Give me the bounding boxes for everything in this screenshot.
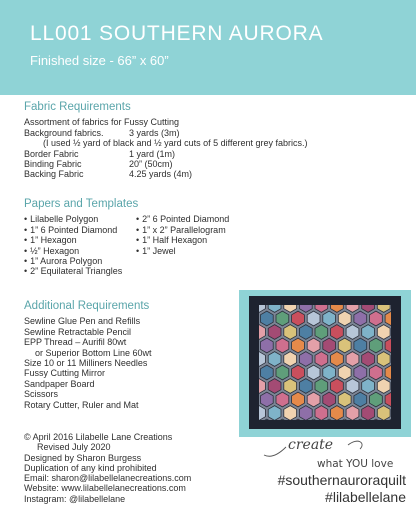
- quilt-hexagon: [377, 379, 390, 394]
- quilt-hexagon: [260, 365, 273, 380]
- quilt-hexagon: [354, 392, 367, 407]
- quilt-hexagon: [292, 365, 305, 380]
- quilt-hexagon: [377, 352, 390, 367]
- quilt-hexagon: [346, 352, 359, 367]
- quilt-hexagon: [299, 379, 312, 394]
- quilt-hexagon: [338, 311, 351, 326]
- quilt-illustration: [249, 296, 401, 429]
- quilt-hexagon: [268, 325, 281, 340]
- quilt-photo-frame: [239, 290, 411, 437]
- finished-size: Finished size - 66” x 60”: [30, 53, 169, 68]
- requirement-item: Sewline Retractable Pencil: [24, 326, 132, 337]
- quilt-hexagon: [276, 311, 289, 326]
- swirl-decoration: [264, 447, 286, 456]
- quilt-hexagon: [323, 392, 336, 407]
- fabric-row-background: [24, 128, 307, 138]
- quilt-hexagon: [354, 365, 367, 380]
- fabric-row: [24, 169, 307, 179]
- quilt-hexagon: [292, 392, 305, 407]
- quilt-hexagon: [338, 392, 351, 407]
- slogan-word-create: create: [288, 437, 334, 453]
- papers-templates: [24, 199, 229, 277]
- quilt-hexagon: [284, 379, 297, 394]
- template-item: • 1” Half Hexagon: [136, 235, 229, 245]
- quilt-hexagon: [331, 325, 344, 340]
- quilt-hexagon: [331, 406, 344, 421]
- requirement-item: Sandpaper Board: [24, 378, 95, 389]
- quilt-hexagon: [276, 365, 289, 380]
- fabric-row: [24, 159, 307, 169]
- papers-columns: [24, 214, 229, 276]
- requirement-item: or Superior Bottom Line 60wt: [35, 347, 152, 358]
- quilt-hexagon: [338, 365, 351, 380]
- quilt-hexagon: [268, 352, 281, 367]
- quilt-hexagon: [323, 311, 336, 326]
- revised-line: Revised July 2020: [37, 442, 111, 453]
- quilt-hexagon: [299, 352, 312, 367]
- quilt-hexagon: [377, 406, 390, 421]
- fabric-requirements: [24, 102, 307, 180]
- papers-heading: Papers and Templates: [24, 198, 139, 210]
- template-item: • 2” 6 Pointed Diamond: [136, 214, 229, 224]
- credits: [24, 432, 191, 504]
- quilt-hexagon: [307, 338, 320, 353]
- requirement-item: Scissors: [24, 389, 59, 400]
- fabric-heading: Fabric Requirements: [24, 101, 131, 113]
- template-item: • 1” Jewel: [136, 246, 229, 256]
- header-banner: [0, 0, 416, 95]
- hashtag-quilt: #southernauroraquilt: [277, 472, 406, 488]
- quilt-hexagon: [260, 392, 273, 407]
- quilt-hexagon: [268, 406, 281, 421]
- quilt-hexagon: [315, 379, 328, 394]
- fabric-label: Border Fabric: [24, 148, 79, 159]
- requirement-item: Rotary Cutter, Ruler and Mat: [24, 399, 139, 410]
- quilt-hexagon: [307, 392, 320, 407]
- fabric-value: 20” (50cm): [129, 159, 173, 170]
- papers-column-1: [24, 214, 136, 276]
- template-item: • 1” Hexagon: [24, 235, 136, 245]
- quilt-hexagon: [315, 406, 328, 421]
- quilt-hexagon: [354, 311, 367, 326]
- template-item: • 2” Equilateral Triangles: [24, 266, 136, 276]
- quilt-hexagon: [315, 352, 328, 367]
- quilt-hexagon: [260, 338, 273, 353]
- hashtag-brand: #lilabellelane: [325, 489, 406, 505]
- swirl-decoration: [348, 441, 362, 449]
- quilt-hexagon: [276, 338, 289, 353]
- requirement-item: Fussy Cutting Mirror: [24, 368, 106, 379]
- quilt-hexagon: [370, 365, 383, 380]
- quilt-hexagon: [284, 352, 297, 367]
- fabric-background-note: (I used ½ yard of black and ½ yard cuts of 5 different grey fabrics.): [43, 138, 308, 149]
- quilt-hexagon: [362, 325, 375, 340]
- quilt-hexagon: [284, 325, 297, 340]
- copyright-line: © April 2016 Lilabelle Lane Creations: [24, 432, 173, 442]
- quilt-hexagon: [362, 406, 375, 421]
- quilt-hexagon: [362, 379, 375, 394]
- fabric-value: 4.25 yards (4m): [129, 169, 193, 180]
- fabric-label: Background fabrics.: [24, 127, 104, 138]
- quilt-hexagon: [299, 325, 312, 340]
- quilt-hexagon: [338, 338, 351, 353]
- pattern-title: LL001 SOUTHERN AURORA: [30, 22, 324, 45]
- duplication-line: Duplication of any kind prohibited: [24, 462, 157, 473]
- quilt-hexagon: [307, 365, 320, 380]
- email-line[interactable]: Email: sharon@lilabellelanecreations.com: [24, 473, 192, 484]
- quilt-hexagon: [370, 338, 383, 353]
- template-item: • 1” Aurora Polygon: [24, 256, 136, 266]
- quilt-hexagon: [299, 406, 312, 421]
- quilt-hexagon: [292, 338, 305, 353]
- quilt-hexagon: [268, 379, 281, 394]
- additional-requirements: [24, 301, 152, 410]
- quilt-hexagon: [307, 311, 320, 326]
- quilt-hexagon: [377, 325, 390, 340]
- slogan-what-you-love: what YOU love: [317, 458, 394, 470]
- quilt-hexagon: [370, 392, 383, 407]
- quilt-hexagon: [346, 325, 359, 340]
- quilt-hexagon: [315, 325, 328, 340]
- papers-column-2: [136, 214, 229, 276]
- quilt-hexagon: [292, 311, 305, 326]
- fabric-value: 3 yards (3m): [129, 127, 180, 138]
- quilt-hexagon: [331, 352, 344, 367]
- quilt-hexagon: [284, 406, 297, 421]
- quilt-hexagon: [331, 379, 344, 394]
- website-line[interactable]: Website: www.lilabellelanecreations.com: [24, 483, 186, 494]
- quilt-hexagon: [323, 338, 336, 353]
- requirement-item: Sewline Glue Pen and Refills: [24, 316, 141, 327]
- requirement-item: EPP Thread – Aurifil 80wt: [24, 337, 127, 348]
- quilt-photo: [249, 296, 401, 429]
- additional-heading: Additional Requirements: [24, 300, 150, 312]
- fabric-label: Backing Fabric: [24, 169, 84, 180]
- requirement-item: Size 10 or 11 Milliners Needles: [24, 358, 148, 369]
- instagram-line[interactable]: Instagram: @lilabellelane: [24, 493, 126, 504]
- template-item: • 1” x 2” Parallelogram: [136, 225, 229, 235]
- template-item: • Lilabelle Polygon: [24, 214, 136, 224]
- designer-line: Designed by Sharon Burgess: [24, 452, 142, 463]
- fabric-intro: Assortment of fabrics for Fussy Cutting: [24, 117, 180, 128]
- quilt-hexagon: [260, 311, 273, 326]
- quilt-hexagon: [346, 379, 359, 394]
- fabric-row: [24, 149, 307, 159]
- quilt-hexagon: [323, 365, 336, 380]
- quilt-hexagon: [362, 352, 375, 367]
- template-item: • ½” Hexagon: [24, 246, 136, 256]
- quilt-hexagon: [370, 311, 383, 326]
- quilt-hexagon: [346, 406, 359, 421]
- template-item: • 1” 6 Pointed Diamond: [24, 225, 136, 235]
- create-slogan-graphic: [262, 433, 412, 473]
- quilt-hexagon: [354, 338, 367, 353]
- fabric-label: Binding Fabric: [24, 159, 82, 170]
- additional-list: [24, 316, 152, 410]
- quilt-hexagon: [276, 392, 289, 407]
- fabric-value: 1 yard (1m): [129, 148, 176, 159]
